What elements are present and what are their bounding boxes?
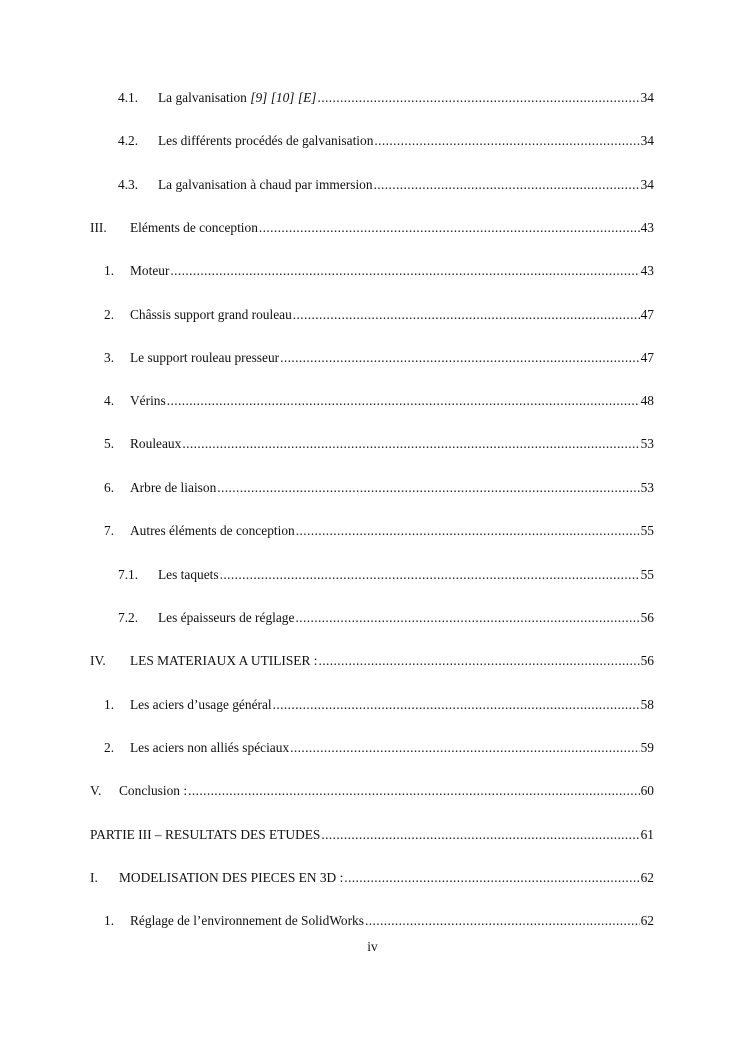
toc-entry-page: 55 [640, 523, 654, 538]
toc-entry-number: 1. [104, 697, 115, 712]
toc-entry[interactable] [104, 696, 654, 714]
toc-entry-number: 6. [104, 480, 115, 495]
toc-entry[interactable] [118, 609, 654, 627]
toc-entry[interactable] [90, 869, 654, 887]
toc-entry[interactable] [104, 522, 654, 540]
toc-entry-page: 60 [640, 783, 654, 798]
toc-entry-number: 3. [104, 350, 115, 365]
page-number: iv [367, 939, 378, 954]
toc-entry-title: Les aciers non alliés spéciaux [130, 740, 290, 755]
toc-entry-number: 4.3. [118, 177, 139, 192]
toc-entry-title: La galvanisation à chaud par immersion [158, 177, 373, 192]
toc-entry-number: 7. [104, 523, 115, 538]
toc-entry[interactable] [104, 479, 654, 497]
toc-entry-number: 7.2. [118, 610, 139, 625]
toc-entry-page: 59 [640, 740, 654, 755]
toc-entry-page: 56 [640, 653, 654, 668]
toc-entry-number: 4.1. [118, 90, 139, 105]
dot-leader [182, 435, 639, 453]
dot-leader [259, 219, 640, 237]
toc-entry-page: 34 [640, 90, 654, 105]
toc-entry-page: 47 [640, 350, 654, 365]
toc-entry-page: 43 [640, 220, 654, 235]
toc-entry-page: 55 [640, 567, 654, 582]
dot-leader [321, 826, 639, 844]
toc-entry-title: Autres éléments de conception [130, 523, 295, 538]
dot-leader [280, 349, 640, 367]
dot-leader [188, 782, 640, 800]
toc-entry[interactable] [104, 392, 654, 410]
toc-entry-number: 2. [104, 307, 115, 322]
toc-entry[interactable] [104, 349, 654, 367]
toc-entry[interactable] [104, 739, 654, 757]
toc-entry-title: Le support rouleau presseur [130, 350, 280, 365]
dot-leader [220, 566, 640, 584]
toc-entry-title: PARTIE III – RESULTATS DES ETUDES [90, 827, 321, 842]
toc-entry-page: 47 [640, 307, 654, 322]
toc-entry-title: Les différents procédés de galvanisation [158, 133, 374, 148]
dot-leader [317, 89, 639, 107]
toc-entry-page: 62 [640, 870, 654, 885]
toc-entry-number: III. [90, 220, 107, 235]
toc-entry-title: LES MATERIAUX A UTILISER : [130, 653, 318, 668]
toc-entry[interactable] [118, 566, 654, 584]
toc-entry-title: Rouleaux [130, 436, 182, 451]
dot-leader [318, 652, 639, 670]
dot-leader [374, 132, 639, 150]
toc-entry-references: [9] [10] [E] [250, 90, 317, 105]
toc-entry-number: 5. [104, 436, 115, 451]
toc-entry-page: 53 [640, 436, 654, 451]
toc-entry-number: 4. [104, 393, 115, 408]
toc-entry-title: Moteur [130, 263, 170, 278]
toc-entry-page: 48 [640, 393, 654, 408]
dot-leader [217, 479, 639, 497]
toc-entry-title: Vérins [130, 393, 166, 408]
dot-leader [167, 392, 640, 410]
toc-entry-title: Les aciers d’usage général [130, 697, 272, 712]
toc-entry-page: 43 [640, 263, 654, 278]
toc-entry-number: 1. [104, 913, 115, 928]
dot-leader [374, 176, 640, 194]
dot-leader [365, 912, 640, 930]
toc-entry-number: 7.1. [118, 567, 139, 582]
toc-entry[interactable] [90, 219, 654, 237]
toc-entry-number: 4.2. [118, 133, 139, 148]
toc-entry[interactable] [118, 89, 654, 107]
toc-entry-page: 61 [640, 827, 654, 842]
toc-entry[interactable] [90, 652, 654, 670]
toc-entry[interactable] [90, 782, 654, 800]
dot-leader [293, 306, 640, 324]
dot-leader [290, 739, 639, 757]
toc-entry-title: Arbre de liaison [130, 480, 217, 495]
toc-entry[interactable] [90, 826, 654, 844]
toc-entry[interactable] [118, 132, 654, 150]
toc-entry[interactable] [118, 176, 654, 194]
toc-entry-number: V. [90, 783, 102, 798]
toc-entry-title: Les épaisseurs de réglage [158, 610, 295, 625]
dot-leader [295, 609, 639, 627]
toc-entry-title: Les taquets [158, 567, 219, 582]
toc-entry[interactable] [104, 262, 654, 280]
toc-entry[interactable] [104, 435, 654, 453]
toc-entry-number: IV. [90, 653, 106, 668]
toc-entry-title: Réglage de l’environnement de SolidWorks [130, 913, 364, 928]
dot-leader [273, 696, 640, 714]
toc-entry-page: 34 [640, 177, 654, 192]
toc-entry[interactable] [104, 912, 654, 930]
toc-entry-title: Châssis support grand rouleau [130, 307, 292, 322]
toc-entry-page: 56 [640, 610, 654, 625]
toc-entry-page: 58 [640, 697, 654, 712]
toc-entry-title: MODELISATION DES PIECES EN 3D : [119, 870, 344, 885]
dot-leader [344, 869, 639, 887]
toc-entry-page: 62 [640, 913, 654, 928]
dot-leader [296, 522, 640, 540]
toc-entry-title: Conclusion : [119, 783, 188, 798]
toc-entry-page: 34 [640, 133, 654, 148]
toc-entry-title: Eléments de conception [130, 220, 258, 235]
toc-entry-page: 53 [640, 480, 654, 495]
dot-leader [170, 262, 639, 280]
toc-entry[interactable] [104, 306, 654, 324]
toc-entry-number: 1. [104, 263, 115, 278]
toc-entry-title: La galvanisation [9] [10] [E] [158, 90, 317, 105]
toc-entry-number: I. [90, 870, 98, 885]
toc-entry-number: 2. [104, 740, 115, 755]
